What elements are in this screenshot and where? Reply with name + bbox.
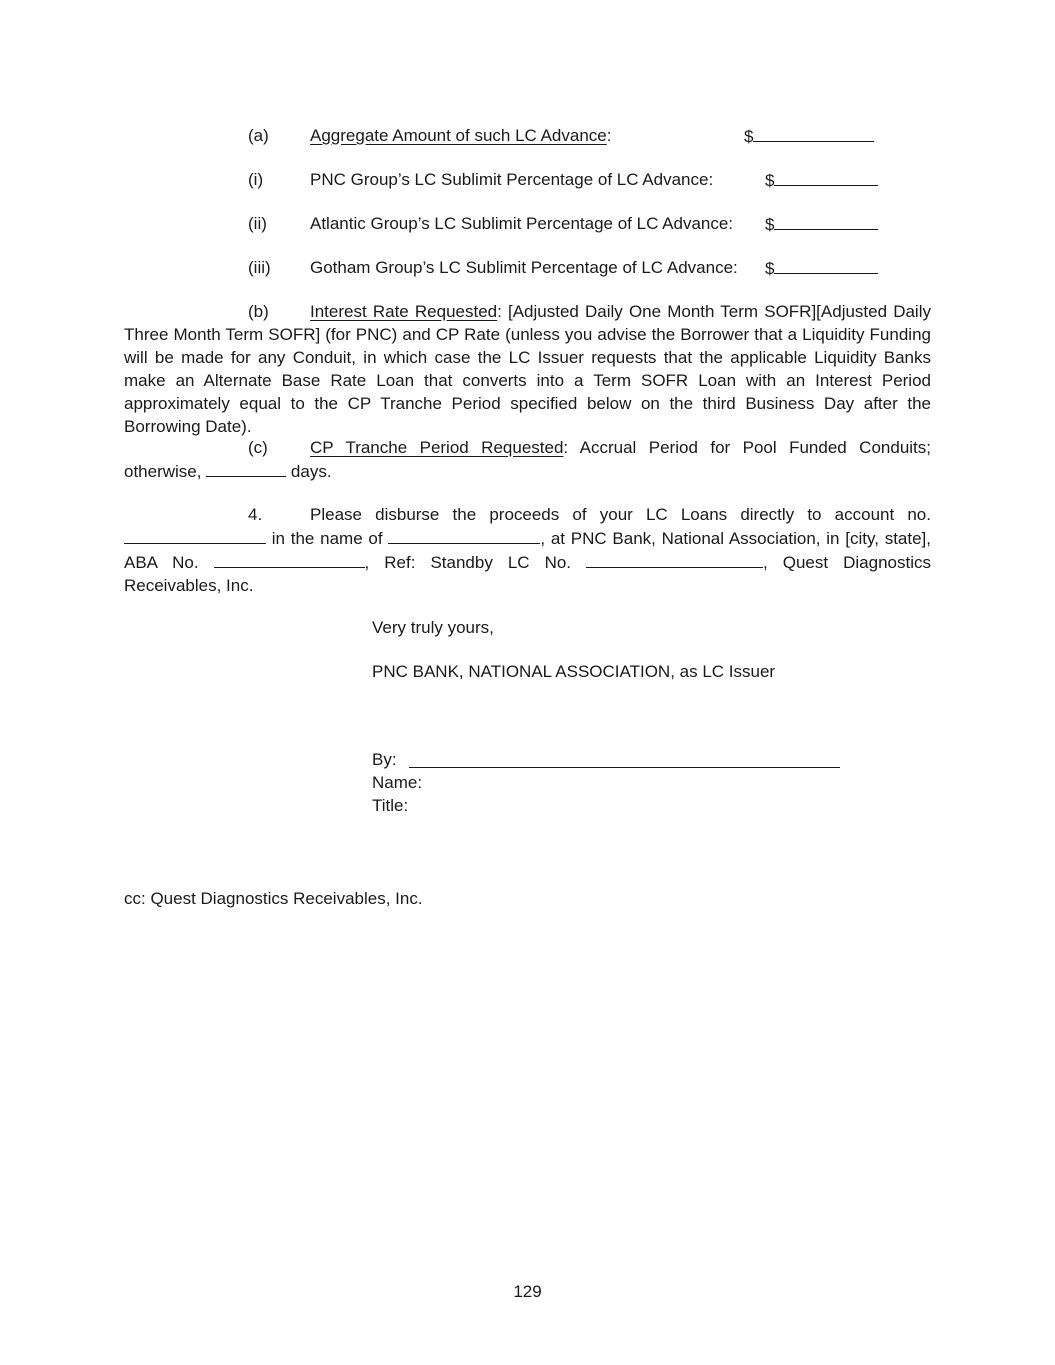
cc-line: cc: Quest Diagnostics Receivables, Inc. <box>124 889 423 908</box>
item-ii-label: Atlantic Group’s LC Sublimit Percentage of LC Advance: <box>310 214 734 233</box>
days-blank[interactable] <box>206 459 286 477</box>
item-iii-number: (iii) <box>248 258 271 277</box>
paragraph-b-heading: Interest Rate Requested <box>310 302 498 321</box>
by-label: By: <box>372 750 397 769</box>
item-i-label: PNC Group’s LC Sublimit Percentage of LC Advance: <box>310 170 714 189</box>
name-label: Name: <box>372 773 423 792</box>
paragraph-4-text3: , at PNC Bank, National Association, in [city, state], ABA No. <box>124 529 931 572</box>
signature-line[interactable] <box>409 767 840 768</box>
closing: Very truly yours, <box>372 618 494 637</box>
item-i-amount-field[interactable] <box>765 168 878 192</box>
paragraph-b-text: : [Adjusted Daily One Month Term SOFR][Adjusted Daily Three Month Term SOFR] (for PNC) and CP Rate (unless you advise the Borrower that a Liquidity Funding will be made for any Conduit, in which case the LC Issuer requests that the applicable Liquidity Banks make an Alternate Base Rate Loan that converts into a Term SOFR Loan with an Interest Period approximately equal to the CP Tranche Period specified below on the third Business Day after the Borrowing Date). <box>124 302 931 436</box>
item-iii-dollar: $ <box>765 259 775 278</box>
paragraph-b <box>124 300 931 438</box>
paragraph-4-text1: Please disburse the proceeds of your LC Loans directly to account no. <box>310 505 931 524</box>
item-iii-amount-field[interactable] <box>765 256 878 280</box>
item-i-dollar: $ <box>765 171 775 190</box>
item-ii-dollar: $ <box>765 215 775 234</box>
page-number: 129 <box>513 1282 542 1301</box>
item-i-blank[interactable] <box>774 168 878 186</box>
title-label: Title: <box>372 796 409 815</box>
item-ii-amount-field[interactable] <box>765 212 878 236</box>
account-no-blank[interactable] <box>124 526 266 544</box>
paragraph-c-heading: CP Tranche Period Requested <box>310 438 564 457</box>
paragraph-b-number: (b) <box>248 302 269 321</box>
item-a-number: (a) <box>248 126 269 145</box>
paragraph-4-text2: in the name of <box>266 529 389 548</box>
paragraph-c-number: (c) <box>248 438 268 457</box>
signatory-entity: PNC BANK, NATIONAL ASSOCIATION, as LC Issuer <box>372 662 776 681</box>
item-ii-blank[interactable] <box>774 212 878 230</box>
item-i-number: (i) <box>248 170 264 189</box>
paragraph-4-text4: , Ref: Standby LC No. <box>364 553 587 572</box>
account-name-blank[interactable] <box>388 526 540 544</box>
item-a-label-text: Aggregate Amount of such LC Advance <box>310 126 607 145</box>
item-iii-label: Gotham Group’s LC Sublimit Percentage of LC Advance: <box>310 258 738 277</box>
standby-lc-no-blank[interactable] <box>586 550 763 568</box>
paragraph-4-text5: , Quest Diagnostics Receivables, Inc. <box>124 553 931 595</box>
item-ii-number: (ii) <box>248 214 267 233</box>
paragraph-c <box>124 436 931 483</box>
paragraph-c-text1: : Accrual Period for Pool Funded Conduits; otherwise, <box>124 438 931 481</box>
paragraph-c-text2: days. <box>286 462 332 481</box>
paragraph-4-number: 4. <box>248 505 263 524</box>
aba-no-blank[interactable] <box>214 550 365 568</box>
item-a-label <box>310 124 612 147</box>
paragraph-4 <box>124 503 931 597</box>
item-a-colon: : <box>606 126 612 145</box>
item-a-blank[interactable] <box>753 124 874 142</box>
item-a-amount-field[interactable] <box>744 124 874 148</box>
item-iii-blank[interactable] <box>774 256 878 274</box>
item-a-dollar: $ <box>744 127 754 146</box>
